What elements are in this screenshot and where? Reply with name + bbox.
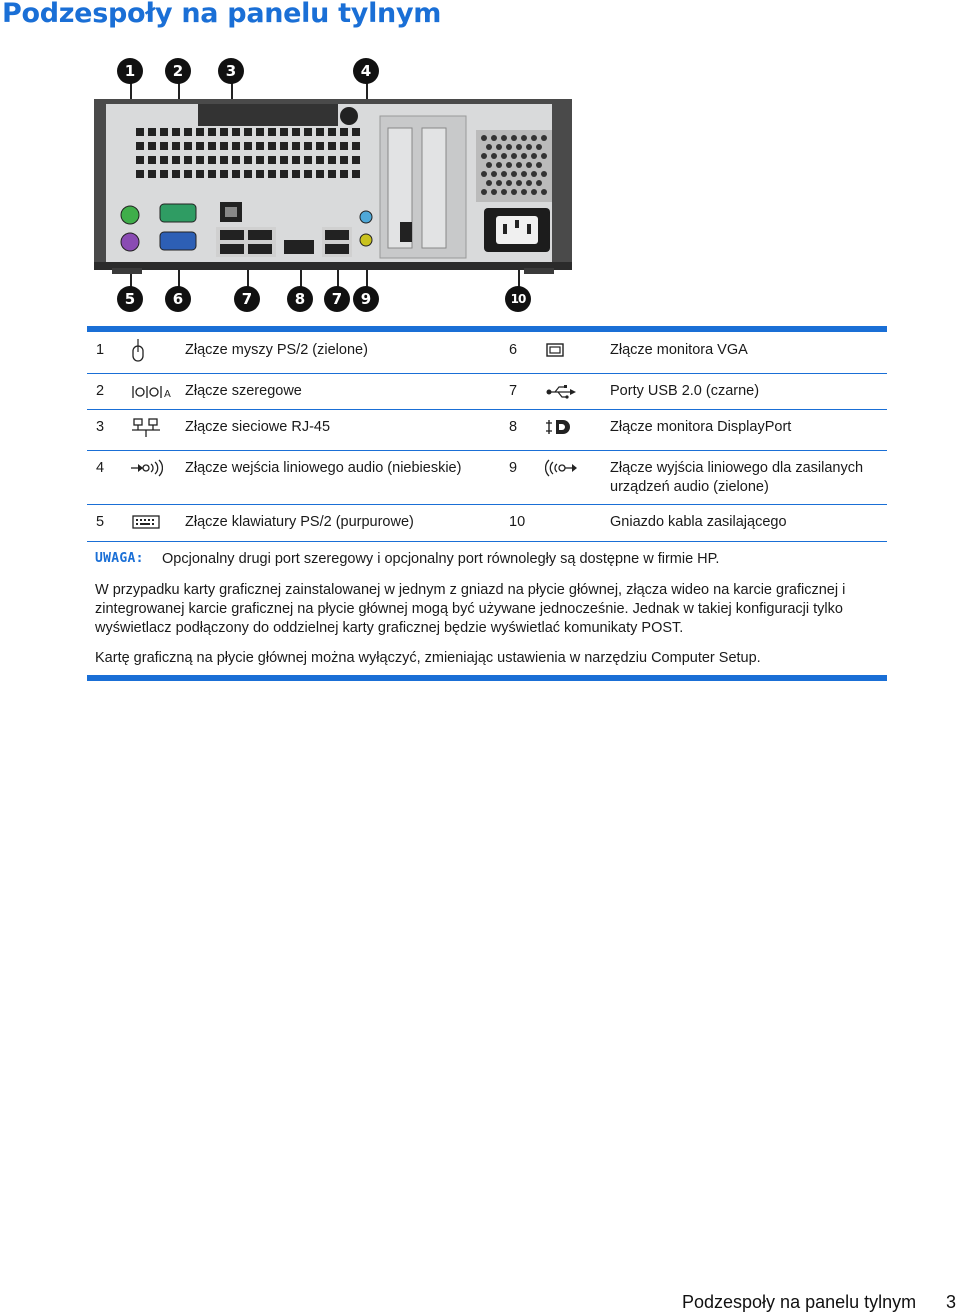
table-row bbox=[87, 332, 887, 374]
computer-rear-panel-illustration bbox=[88, 52, 588, 322]
connector-label-left: Złącze szeregowe bbox=[185, 383, 302, 399]
audio-out-icon bbox=[545, 459, 577, 482]
connector-label-right: Złącze monitora VGA bbox=[610, 342, 748, 358]
row-number-right: 6 bbox=[509, 342, 518, 358]
callout-8: 8 bbox=[287, 286, 313, 312]
row-number-right: 9 bbox=[509, 460, 518, 476]
note-text: Opcjonalny drugi port szeregowy i opcjonalny port równoległy są dostępne w firmie HP. bbox=[162, 551, 720, 567]
row-number-left: 2 bbox=[96, 383, 105, 399]
row-number-right: 7 bbox=[509, 383, 518, 399]
callout-3: 3 bbox=[218, 58, 244, 84]
mouse-icon bbox=[131, 339, 145, 368]
table-row bbox=[87, 374, 887, 410]
network-icon bbox=[132, 418, 160, 443]
connector-label-right: Złącze wyjścia liniowego dla zasilanych urządzeń audio (zielone) bbox=[610, 460, 864, 495]
page-title: Podzespoły na panelu tylnym bbox=[2, 0, 442, 29]
callout-10: 10 bbox=[505, 286, 531, 312]
connector-label-left: Złącze klawiatury PS/2 (purpurowe) bbox=[185, 514, 414, 530]
callout-4: 4 bbox=[353, 58, 379, 84]
row-number-left: 1 bbox=[96, 342, 105, 358]
row-number-left: 3 bbox=[96, 419, 105, 435]
connector-label-left: Złącze myszy PS/2 (zielone) bbox=[185, 342, 368, 358]
page-number: 3 bbox=[946, 1292, 957, 1312]
table-row bbox=[87, 451, 887, 505]
table-row bbox=[87, 410, 887, 451]
svg-text:A: A bbox=[164, 389, 171, 399]
callout-5: 5 bbox=[117, 286, 143, 312]
bottom-rule bbox=[87, 675, 887, 681]
audio-in-icon bbox=[131, 459, 163, 482]
serial-port-icon bbox=[131, 385, 175, 404]
connector-label-right: Złącze monitora DisplayPort bbox=[610, 419, 792, 435]
callout-9: 9 bbox=[353, 286, 379, 312]
table-row bbox=[87, 505, 887, 542]
callout-7a: 7 bbox=[234, 286, 260, 312]
connector-table bbox=[87, 332, 887, 542]
connector-label-left: Złącze wejścia liniowego audio (niebieskie) bbox=[185, 460, 462, 476]
note-paragraph-2: Kartę graficzną na płycie głównej można wyłączyć, zmieniając ustawienia w narzędziu Computer Setup. bbox=[95, 650, 761, 666]
usb-icon bbox=[546, 385, 576, 404]
connector-label-left: Złącze sieciowe RJ-45 bbox=[185, 419, 331, 435]
monitor-icon bbox=[546, 343, 564, 362]
row-number-left: 5 bbox=[96, 514, 105, 530]
footer-title: Podzespoły na panelu tylnym bbox=[682, 1292, 917, 1312]
callout-1: 1 bbox=[117, 58, 143, 84]
connector-label-right: Porty USB 2.0 (czarne) bbox=[610, 383, 760, 399]
row-number-right: 10 bbox=[509, 514, 526, 530]
callout-6: 6 bbox=[165, 286, 191, 312]
note-label: UWAGA: bbox=[95, 551, 144, 566]
callout-7b: 7 bbox=[324, 286, 350, 312]
connector-label-right: Gniazdo kabla zasilającego bbox=[610, 514, 787, 530]
displayport-icon bbox=[546, 418, 572, 441]
row-number-right: 8 bbox=[509, 419, 518, 435]
keyboard-icon bbox=[132, 515, 160, 534]
callout-2: 2 bbox=[165, 58, 191, 84]
rear-panel-figure bbox=[88, 52, 588, 322]
row-number-left: 4 bbox=[96, 460, 105, 476]
note-paragraph-1: W przypadku karty graficznej zainstalowanej w jednym z gniazd na płycie głównej, złącza wideo na karcie graficznej i zintegrowanej karcie graficznej na płycie głównej mogą być używane jednocześnie. Jednak w takiej konfiguracji tylko wyświetlacz podłączony do oddzielnej karty graficznej będzie wyświetlać komunikaty POST. bbox=[95, 582, 846, 636]
